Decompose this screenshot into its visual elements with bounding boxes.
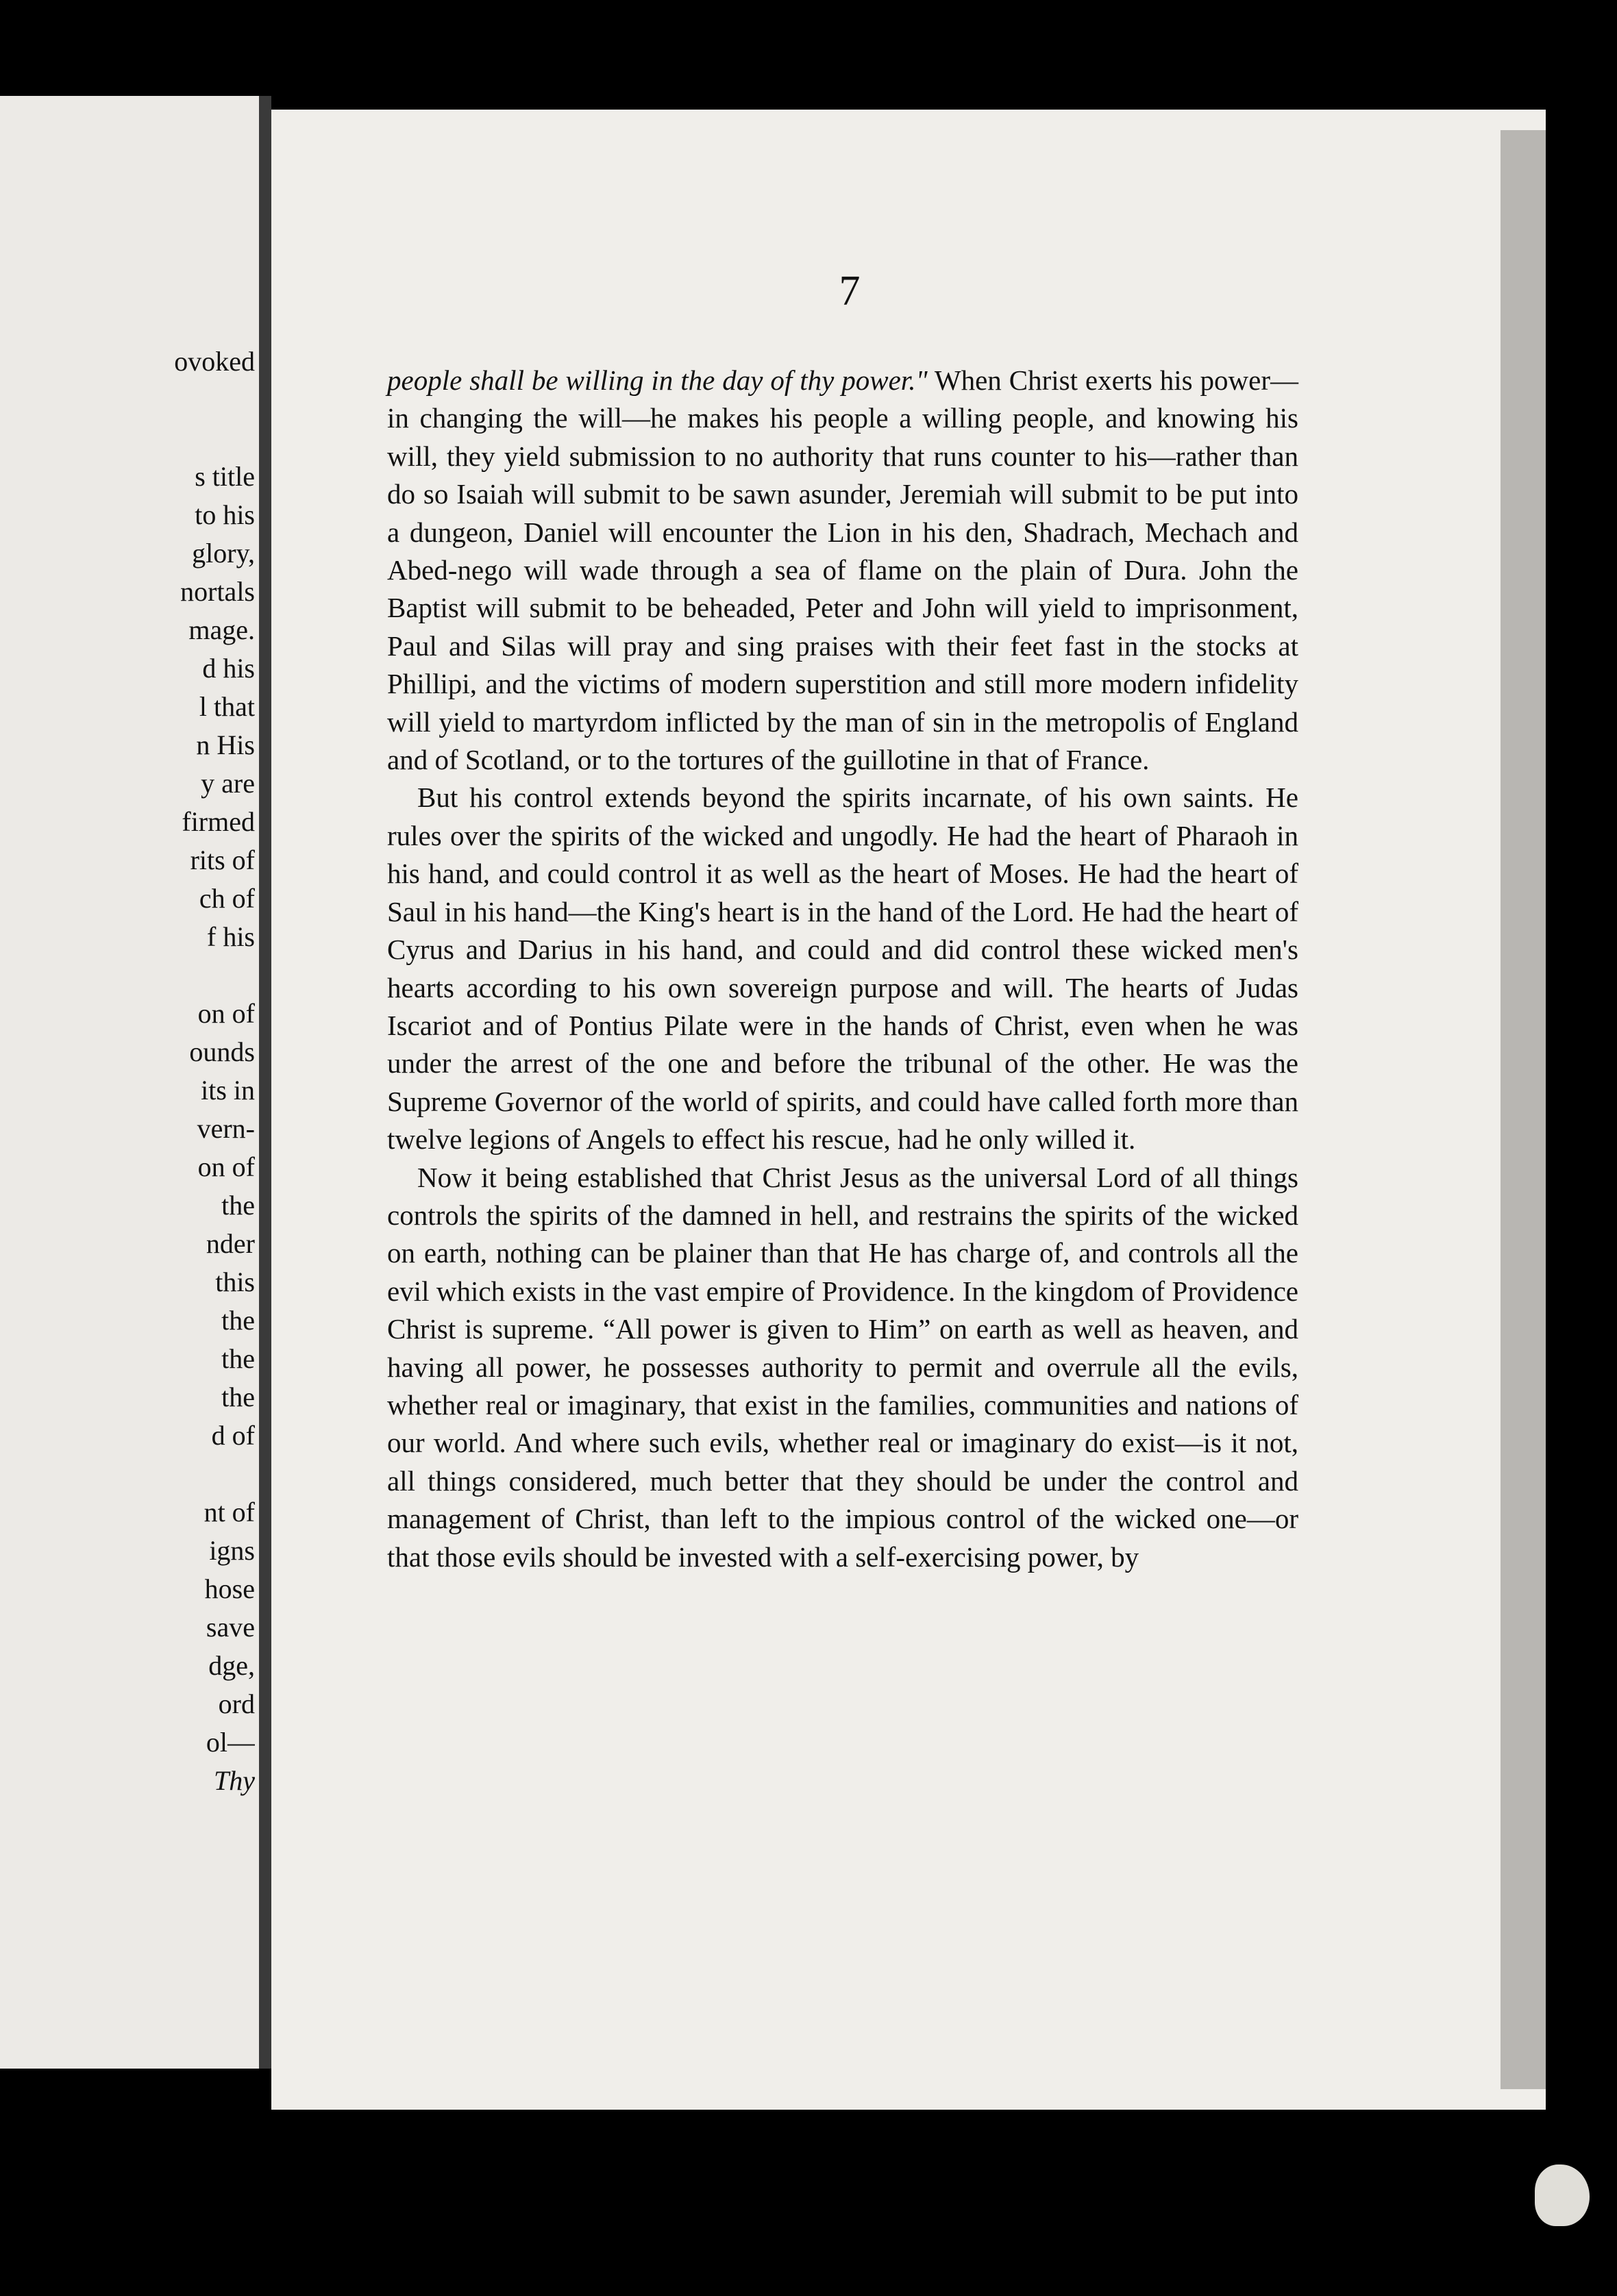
left-fragment-line: its in: [201, 1075, 255, 1106]
left-fragment-line: nt of: [203, 1497, 255, 1527]
left-fragment-line: save: [206, 1612, 255, 1643]
left-fragment-line: glory,: [192, 538, 255, 569]
left-fragment-line: d of: [211, 1420, 255, 1451]
left-fragment-line: mage.: [188, 614, 255, 645]
page-edge: [1501, 130, 1546, 2089]
left-fragment-line: the: [221, 1382, 255, 1412]
scripture-quote: people shall be willing in the day of thy power.": [387, 364, 928, 396]
left-fragment-line: [0, 1455, 255, 1493]
left-fragment-line: ch of: [199, 883, 255, 914]
left-fragment-line: ovoked: [174, 346, 255, 377]
left-fragment-line: [0, 419, 255, 458]
paper-blemish: [1535, 2164, 1590, 2226]
left-fragment-line: on of: [197, 998, 255, 1029]
left-fragment-line: on of: [197, 1151, 255, 1182]
left-fragment-line: the: [221, 1343, 255, 1374]
left-fragment-line: ounds: [189, 1036, 255, 1067]
left-fragment-line: nder: [206, 1228, 255, 1259]
left-fragment-line: dge,: [208, 1650, 255, 1681]
left-fragment-line: [0, 381, 255, 419]
left-fragment-line: ord: [218, 1688, 255, 1719]
left-fragment-line: ol—: [206, 1727, 255, 1758]
left-page-text-fragments: [0, 342, 255, 1800]
paragraph-1: [387, 362, 1298, 779]
paragraph-2-text: But his control extends beyond the spirits incarnate, of his own saints. He rules over the spirits of the wicked and ungodly. He had the heart of Pharaoh in his hand, and could control it as well as the heart of Moses. He had the heart of Saul in his hand—the King's heart is in the hand of the Lord. He had the heart of Cyrus and Darius in his hand, and could and did control these wicked men's hearts according to his own sovereign purpose and will. The hearts of Judas Iscariot and of Pontius Pilate were in the hands of Christ, even when he was under the arrest of the one and before the tribunal of the other. He was the Supreme Governor of the world of spirits, and could have called forth more than twelve legions of Angels to effect his rescue, had he only willed it.: [387, 782, 1298, 1156]
left-fragment-line: Thy: [214, 1765, 255, 1796]
left-fragment-line: n His: [196, 729, 255, 760]
left-fragment-line: igns: [209, 1535, 255, 1566]
left-fragment-line: s title: [195, 461, 255, 492]
left-fragment-line: f his: [207, 921, 255, 952]
paragraph-3: [387, 1159, 1298, 1576]
left-fragment-line: firmed: [182, 806, 255, 837]
paragraph-3-text: Now it being established that Christ Jesus as the universal Lord of all things controls the spirits of the damned in hell, and restrains the spirits of the wicked on earth, nothing can be plainer than that He has charge of, and controls all the evil which exists in the vast empire of Providence. In the kingdom of Providence Christ is supreme. “All power is given to Him” on earth as well as heaven, and having all power, he possesses authority to permit and overrule all the evils, whether real or imaginary, that exist in the families, communities and nations of our world. And where such evils, whether real or imaginary do exist—is it not, all things considered, much better that they should be under the control and management of Christ, than left to the impious control of the wicked one—or that those evils should be invested with a self-exercising power, by: [387, 1161, 1298, 1573]
left-fragment-line: rits of: [190, 845, 255, 875]
left-fragment-line: hose: [204, 1573, 255, 1604]
paragraph-2: [387, 779, 1298, 1158]
left-fragment-line: this: [215, 1266, 255, 1297]
left-fragment-line: [0, 956, 255, 995]
left-fragment-line: nortals: [180, 576, 255, 607]
left-fragment-line: the: [221, 1190, 255, 1221]
left-fragment-line: y are: [201, 768, 255, 799]
left-fragment-line: vern-: [197, 1113, 255, 1144]
page-number: 7: [839, 268, 861, 314]
left-fragment-line: to his: [195, 499, 255, 530]
book-gutter: [259, 96, 271, 2069]
left-fragment-line: d his: [202, 653, 255, 684]
left-fragment-line: the: [221, 1305, 255, 1336]
paragraph-1-text: When Christ exerts his power—in changing the will—he makes his people a willing people, and knowing his will, they yield submission to no authority that runs counter to his—rather than do so Isaiah will submit to be sawn asunder, Jeremiah will submit to be put into a dungeon, Daniel will encounter the Lion in his den, Shadrach, Mechach and Abed-nego will wade through a sea of flame on the plain of Dura. John the Baptist will submit to be beheaded, Peter and John will yield to imprisonment, Paul and Silas will pray and sing praises with their feet fast in the stocks at Phillipi, and the victims of modern superstition and still more modern infidelity will yield to martyrdom inflicted by the man of sin in the metropolis of England and of Scotland, or to the tortures of the guillotine in that of France.: [387, 364, 1298, 776]
left-fragment-line: l that: [199, 691, 255, 722]
page-body: [387, 362, 1298, 1576]
